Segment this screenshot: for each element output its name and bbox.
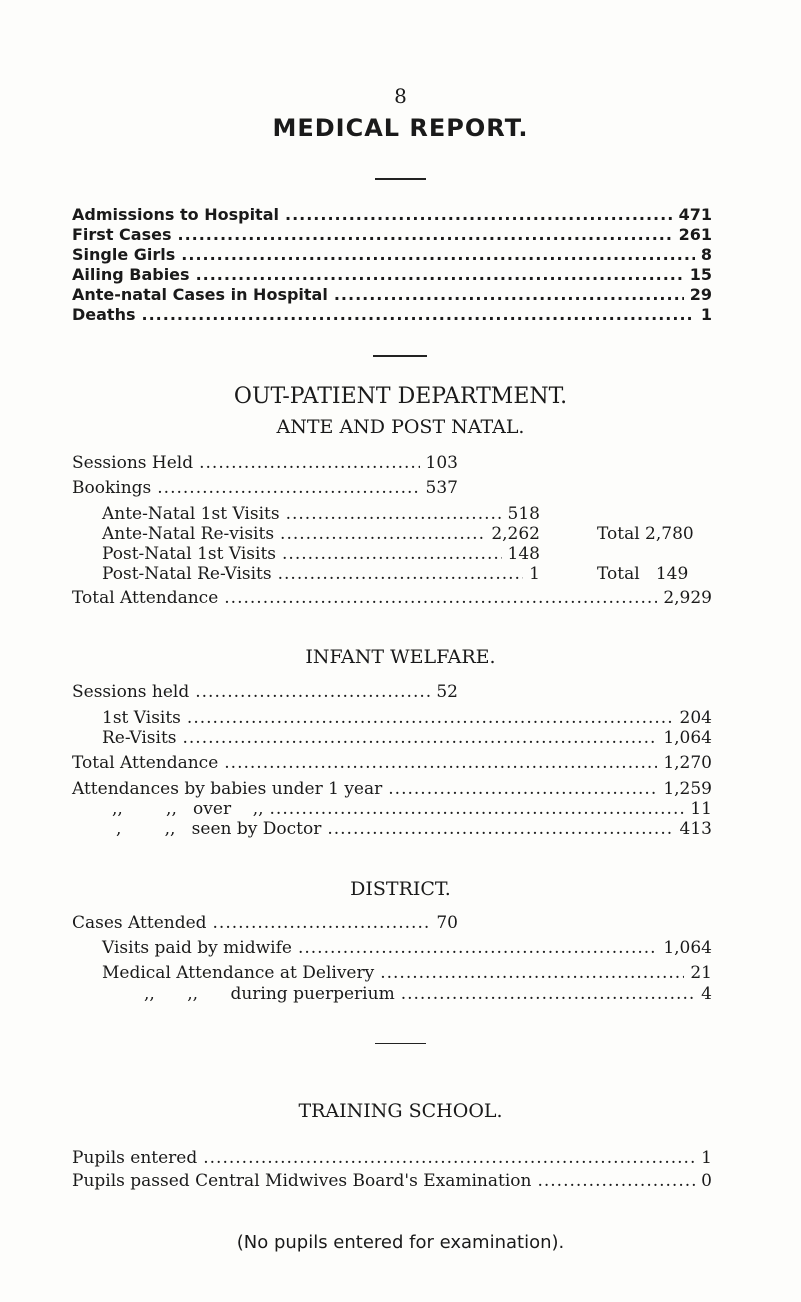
district-heading: DISTRICT. — [350, 878, 451, 900]
list-item: Admissions to Hospital ..... 471 — [72, 204, 712, 226]
infant-heading: INFANT WELFARE. — [305, 646, 496, 668]
list-item: Pupils entered ..... 1 — [72, 1147, 712, 1169]
list-item: Deaths ..... 1 — [72, 304, 712, 326]
list-item: Cases Attended ..... 70 — [72, 912, 458, 934]
list-item: Ante-Natal Re-visits ..... 2,262 — [102, 523, 540, 545]
list-item: Medical Attendance at Delivery ..... 21 — [102, 962, 712, 984]
list-item: ,, ,, over ,, ..... 11 — [72, 798, 712, 820]
list-item: Re-Visits ..... 1,064 — [102, 727, 712, 749]
page-number: 8 — [394, 84, 407, 108]
divider — [375, 1043, 426, 1044]
list-item: 1st Visits ..... 204 — [102, 707, 712, 729]
list-item: Total Attendance ..... 2,929 — [72, 587, 712, 609]
outpatient-heading: OUT-PATIENT DEPARTMENT. — [233, 384, 568, 409]
subtotal: Total 2,780 — [597, 524, 694, 544]
list-item: Ante-natal Cases in Hospital ..... 29 — [72, 284, 712, 306]
list-item: Single Girls ..... 8 — [72, 244, 712, 266]
list-item: ,, ,, during puerperium ..... 4 — [102, 983, 712, 1005]
list-item: , ,, seen by Doctor ..... 413 — [72, 818, 712, 840]
list-item: Post-Natal 1st Visits ..... 148 — [102, 543, 540, 565]
training-heading: TRAINING SCHOOL. — [298, 1100, 503, 1122]
list-item: Bookings ..... 537 — [72, 477, 458, 499]
list-item: Pupils passed Central Midwives Board's Examination ..... 0 — [72, 1170, 712, 1192]
subtotal: Total 149 — [597, 564, 689, 584]
outpatient-subheading: ANTE AND POST NATAL. — [276, 416, 525, 438]
page-title: MEDICAL REPORT. — [272, 114, 529, 142]
divider — [373, 355, 427, 357]
divider — [375, 178, 426, 180]
training-note: (No pupils entered for examination). — [236, 1232, 565, 1253]
list-item: Sessions Held ..... 103 — [72, 452, 458, 474]
list-item: First Cases ..... 261 — [72, 224, 712, 246]
list-item: Post-Natal Re-Visits ..... 1 — [102, 563, 540, 585]
list-item: Ailing Babies ..... 15 — [72, 264, 712, 286]
list-item: Visits paid by midwife ..... 1,064 — [102, 937, 712, 959]
list-item: Ante-Natal 1st Visits ..... 518 — [102, 503, 540, 525]
list-item: Attendances by babies under 1 year ..... 1,259 — [72, 778, 712, 800]
list-item: Sessions held ..... 52 — [72, 681, 458, 703]
list-item: Total Attendance ..... 1,270 — [72, 752, 712, 774]
